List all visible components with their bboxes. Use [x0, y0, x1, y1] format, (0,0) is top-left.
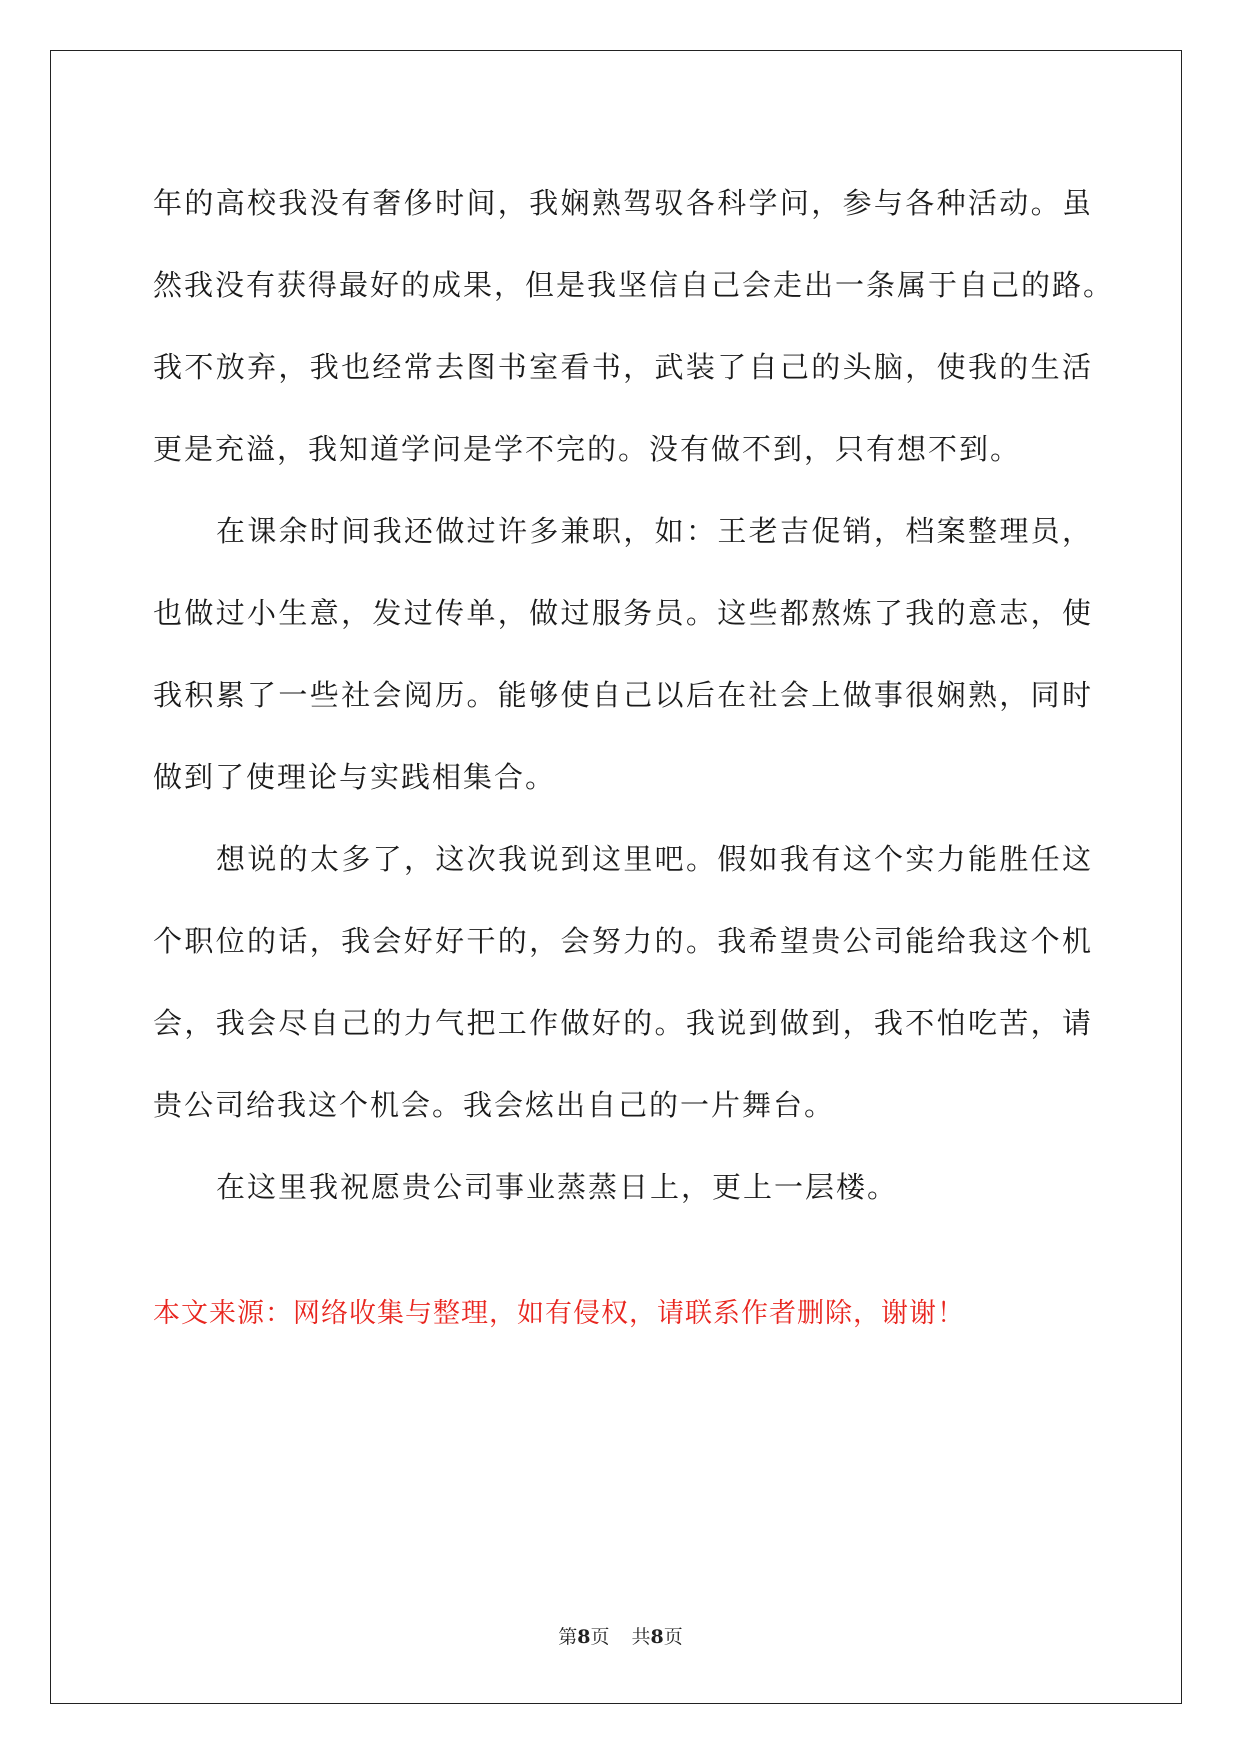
text-line: 年的高校我没有奢侈时间，我娴熟驾驭各科学问，参与各种活动。虽	[153, 186, 1093, 220]
text-line: 我不放弃，我也经常去图书室看书，武装了自己的头脑，使我的生活	[153, 350, 1093, 384]
text-line: 个职位的话，我会好好干的，会努力的。我希望贵公司能给我这个机	[153, 924, 1093, 958]
text-line: 会，我会尽自己的力气把工作做好的。我说到做到，我不怕吃苦，请	[153, 1006, 1093, 1040]
total-label-suffix: 页	[663, 1626, 683, 1648]
paragraph-4	[153, 1146, 1093, 1228]
text-line: 在这里我祝愿贵公司事业蒸蒸日上，更上一层楼。	[216, 1170, 899, 1204]
text-line: 想说的太多了，这次我说到这里吧。假如我有这个实力能胜任这	[216, 842, 1093, 876]
page-footer	[0, 1622, 1241, 1649]
text-line: 也做过小生意，发过传单，做过服务员。这些都熬炼了我的意志，使	[153, 596, 1093, 630]
text-line: 做到了使理论与实践相集合。	[153, 760, 557, 794]
text-line: 然我没有获得最好的成果，但是我坚信自己会走出一条属于自己的路。	[153, 268, 1115, 302]
source-disclaimer: 本文来源：网络收集与整理，如有侵权，请联系作者删除，谢谢！	[153, 1298, 965, 1329]
text-line: 更是充溢，我知道学问是学不完的。没有做不到，只有想不到。	[153, 432, 1022, 466]
total-label-prefix: 共	[631, 1626, 651, 1648]
text-line: 贵公司给我这个机会。我会炫出自己的一片舞台。	[153, 1088, 836, 1122]
paragraph-3	[153, 818, 1093, 1146]
paragraph-1	[153, 162, 1115, 490]
paragraph-2	[153, 490, 1093, 818]
document-body	[153, 162, 1115, 1228]
text-line: 我积累了一些社会阅历。能够使自己以后在社会上做事很娴熟，同时	[153, 678, 1093, 712]
page-label-prefix: 第	[558, 1626, 578, 1648]
text-line: 在课余时间我还做过许多兼职，如：王老吉促销，档案整理员，	[216, 514, 1093, 548]
total-page-number: 8	[650, 1626, 664, 1648]
current-page-number: 8	[577, 1626, 591, 1648]
page-label-suffix: 页	[590, 1626, 610, 1648]
